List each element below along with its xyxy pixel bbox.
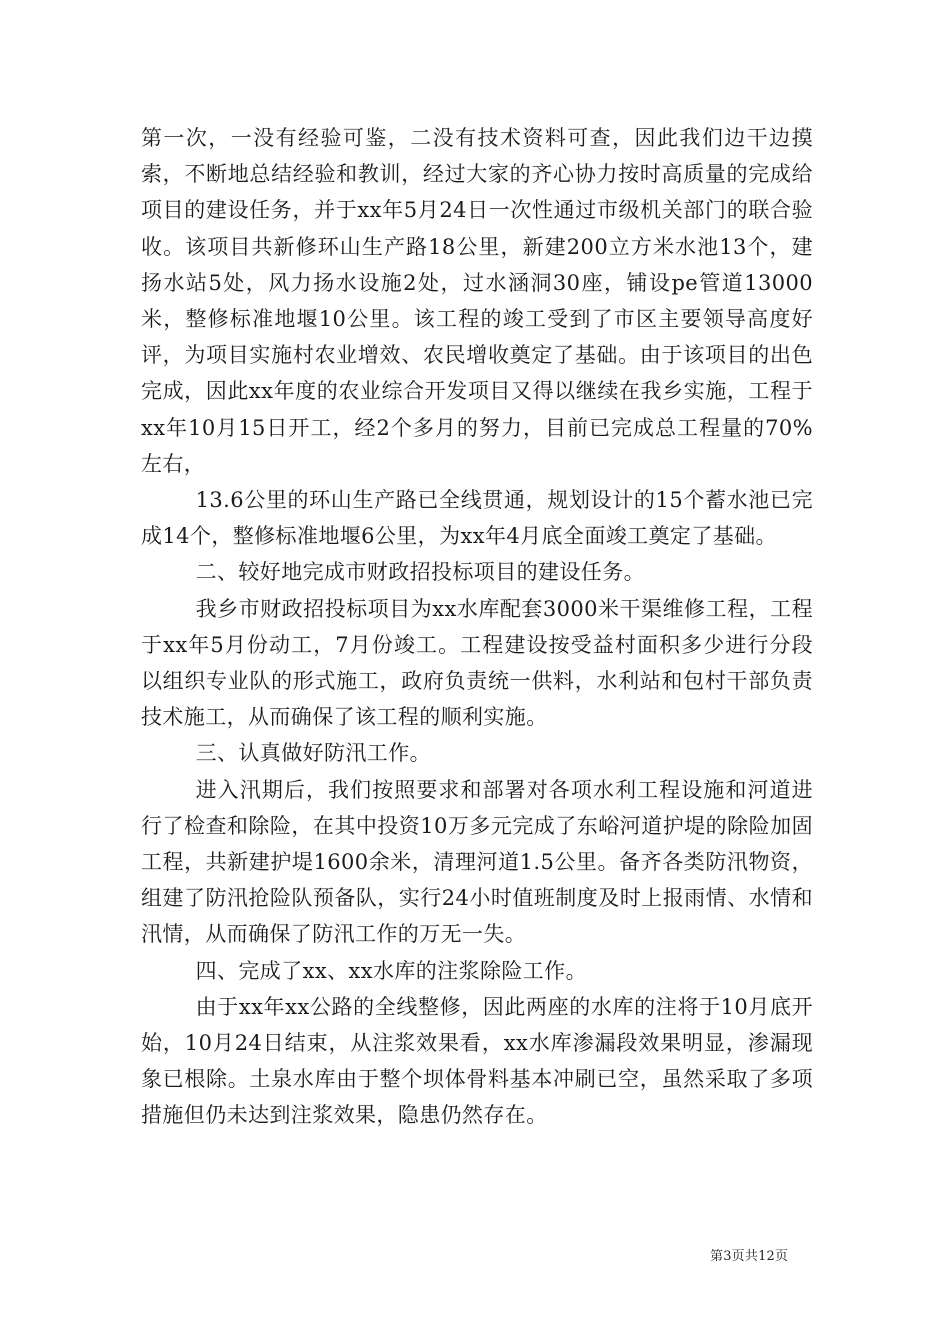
document-body bbox=[141, 120, 813, 1134]
page-number-footer: 第3页共12页 bbox=[710, 1249, 789, 1264]
paragraph-flood-control: 进入汛期后，我们按照要求和部署对各项水利工程设施和河道进行了检查和除险，在其中投资10万多元完成了东峪河道护堤的除险加固工程，共新建护堤1600余米，清理河道1.5公里。备齐各类防汛物资，组建了防汛抢险队预备队，实行24小时值班制度及时上报雨情、水情和汛情，从而确保了防汛工作的万无一失。 bbox=[141, 777, 813, 947]
section-heading-3: 三、认真做好防汛工作。 bbox=[195, 741, 431, 766]
section-heading-2: 二、较好地完成市财政招投标项目的建设任务。 bbox=[195, 560, 645, 585]
paragraph-grouting: 由于xx年xx公路的全线整修，因此两座的水库的注将于10月底开始，10月24日结束，从注浆效果看，xx水库渗漏段效果明显，渗漏现象已根除。土泉水库由于整个坝体骨料基本冲刷已空，虽然采取了多项措施但仍未达到注浆效果，隐患仍然存在。 bbox=[141, 994, 813, 1128]
section-heading-4: 四、完成了xx、xx水库的注浆除险工作。 bbox=[195, 958, 587, 983]
paragraph-tender-project: 我乡市财政招投标项目为xx水库配套3000米干渠维修工程，工程于xx年5月份动工，7月份竣工。工程建设按受益村面积多少进行分段以组织专业队的形式施工，政府负责统一供料，水利站和包村干部负责技术施工，从而确保了该工程的顺利实施。 bbox=[141, 596, 813, 730]
paragraph-reservoir-progress: 13.6公里的环山生产路已全线贯通，规划设计的15个蓄水池已完成14个，整修标准地堰6公里，为xx年4月底全面竣工奠定了基础。 bbox=[141, 488, 813, 549]
paragraph-continuation: 第一次，一没有经验可鉴，二没有技术资料可查，因此我们边干边摸索，不断地总结经验和教训，经过大家的齐心协力按时高质量的完成给项目的建设任务，并于xx年5月24日一次性通过市级机关部门的联合验收。该项目共新修环山生产路18公里，新建200立方米水池13个，建扬水站5处，风力扬水设施2处，过水涵洞30座，铺设pe管道13000米，整修标准地堰10公里。该工程的竣工受到了市区主要领导高度好评，为项目实施村农业增效、农民增收奠定了基础。由于该项目的出色完成，因此xx年度的农业综合开发项目又得以继续在我乡实施，工程于xx年10月15日开工，经2个多月的努力，目前已完成总工程量的70%左右， bbox=[141, 126, 813, 476]
